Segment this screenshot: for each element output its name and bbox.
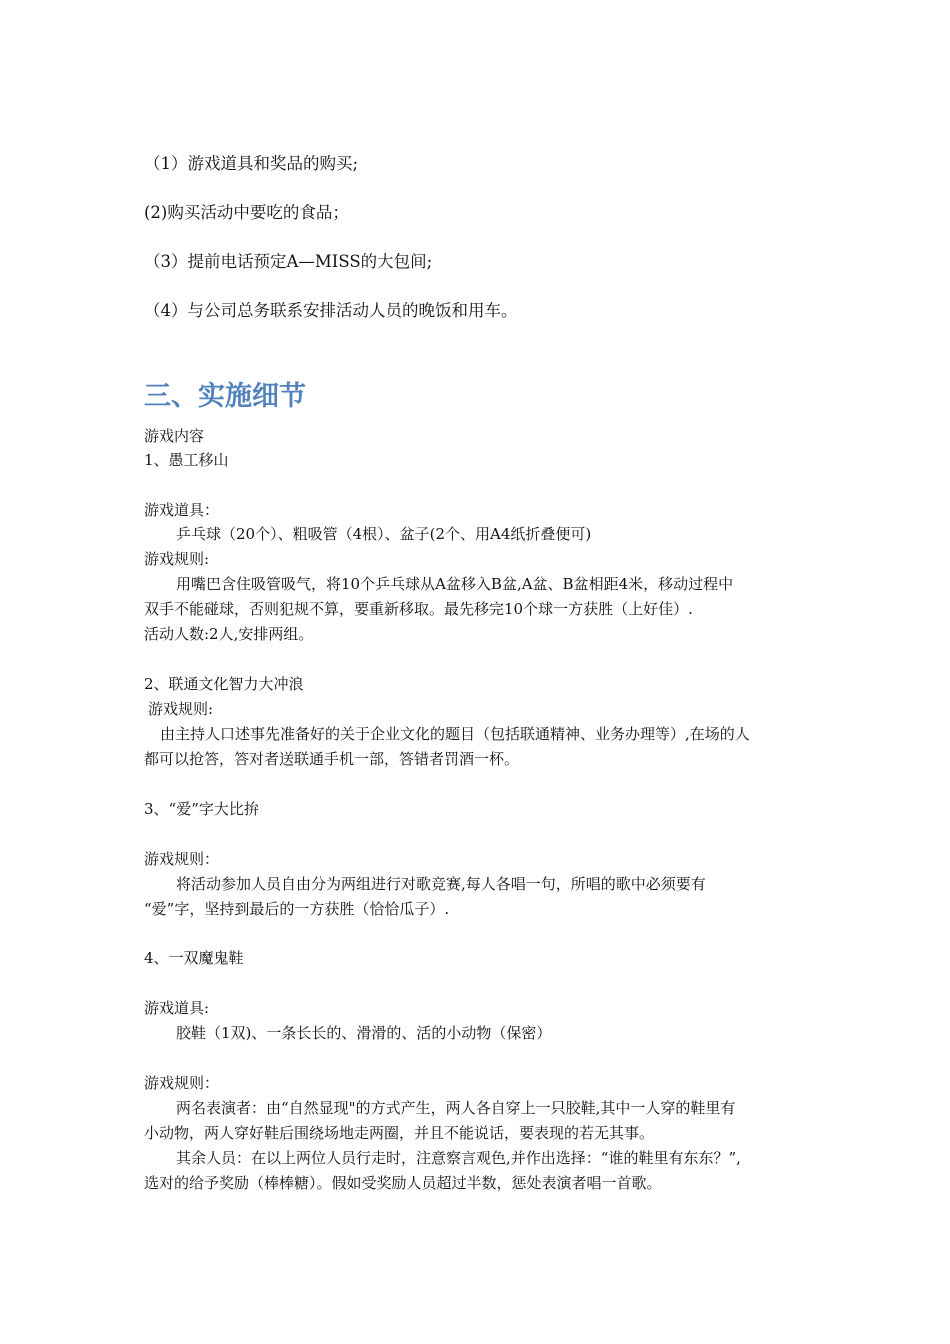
- game1-rules-label: 游戏规则:: [144, 550, 210, 568]
- game1-rules-line2: 双手不能碰球，否则犯规不算，要重新移取。最先移完10个球一方获胜（上好佳）.: [144, 600, 693, 618]
- game1-props-label: 游戏道具：: [144, 501, 220, 519]
- game4-title: 4、一双魔鬼鞋: [144, 949, 244, 967]
- game2-rules-label: 游戏规则:: [148, 700, 214, 718]
- game4-rules-label: 游戏规则：: [144, 1074, 220, 1092]
- game4-rules-p1-line1: 两名表演者：由“自然显现"的方式产生，两人各自穿上一只胶鞋,其中一人穿的鞋里有: [176, 1099, 736, 1117]
- section-heading: 三、实施细节: [144, 381, 306, 412]
- game4-props: 胶鞋（1双)、一条长长的、滑滑的、活的小动物（保密）: [176, 1024, 552, 1042]
- game4-props-label: 游戏道具:: [144, 999, 210, 1017]
- game4-rules-p2-line1: 其余人员：在以上两位人员行走时，注意察言观色,并作出选择：“谁的鞋里有东东？”,: [176, 1149, 741, 1167]
- game1-props: 乒乓球（20个）、粗吸管（4根）、盆子(2个、用A4纸折叠便可): [176, 525, 592, 543]
- game2-title: 2、联通文化智力大冲浪: [144, 675, 304, 693]
- game3-title: 3、“爱”字大比拚: [144, 800, 259, 818]
- game1-rules-line1: 用嘴巴含住吸管吸气，将10个乒乓球从A盆移入B盆,A盆、B盆相距4米，移动过程中: [176, 575, 734, 593]
- prep-item-4: （4）与公司总务联系安排活动人员的晚饭和用车。: [144, 301, 518, 320]
- game3-rules-label: 游戏规则：: [144, 850, 220, 868]
- game3-rules-line1: 将活动参加人员自由分为两组进行对歌竞赛,每人各唱一句，所唱的歌中必须要有: [176, 875, 706, 893]
- game1-players: 活动人数:2人,安排两组。: [144, 625, 314, 643]
- game4-rules-p2-line2: 选对的给予奖励（棒棒糖）。假如受奖励人员超过半数，惩处表演者唱一首歌。: [144, 1174, 662, 1192]
- prep-item-2: (2)购买活动中要吃的食品；: [144, 203, 349, 222]
- prep-item-3: （3）提前电话预定A—MISS的大包间;: [144, 252, 433, 271]
- game1-title: 1、愚工移山: [144, 451, 229, 469]
- prep-item-1: （1）游戏道具和奖品的购买;: [144, 154, 359, 173]
- game2-rules-line2: 都可以抢答，答对者送联通手机一部，答错者罚酒一杯。: [144, 750, 520, 768]
- game3-rules-line2: “爱”字，坚持到最后的一方获胜（恰恰瓜子）.: [144, 900, 450, 918]
- game2-rules-line1: 由主持人口述事先准备好的关于企业文化的题目（包括联通精神、业务办理等）,在场的人: [160, 725, 750, 743]
- game4-rules-p1-line2: 小动物，两人穿好鞋后围绕场地走两圈，并且不能说话，要表现的若无其事。: [144, 1124, 655, 1142]
- section-intro: 游戏内容: [144, 427, 205, 445]
